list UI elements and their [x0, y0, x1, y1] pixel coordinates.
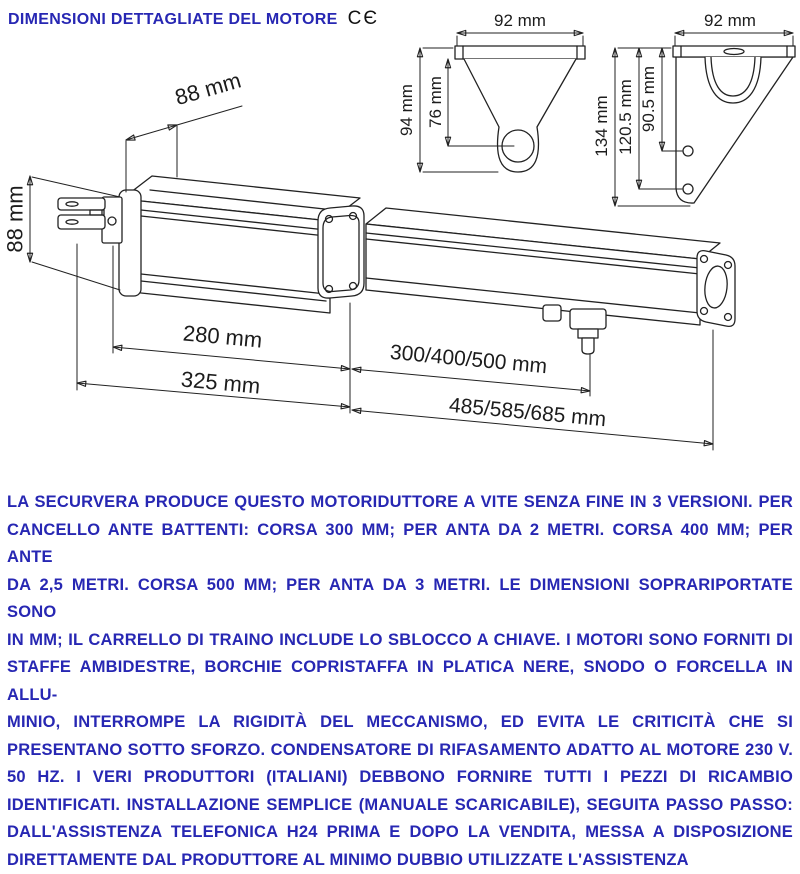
description-line: DALL'ASSISTENZA TELEFONICA H24 PRIMA E DOPO LA VENDITA, MESSA A DISPOSIZIONE	[7, 819, 793, 847]
description-line: IN MM; IL CARRELLO DI TRAINO INCLUDE LO SBLOCCO A CHIAVE. I MOTORI SONO FORNITI DI	[7, 627, 793, 655]
rear-bracket-height: 134 mm	[592, 95, 611, 156]
carriage-pin	[543, 305, 606, 354]
description-line: LA SECURVERA PRODUCE QUESTO MOTORIDUTTORE A VITE SENZA FINE IN 3 VERSIONI. PER	[7, 489, 793, 517]
description-line: STAFFE AMBIDESTRE, BORCHIE COPRISTAFFA IN PLATICA NERE, SNODO O FORCELLA IN ALLU-	[7, 654, 793, 709]
rear-bracket-hole-lower: 120.5 mm	[616, 79, 635, 155]
front-bracket-hole: 76 mm	[426, 76, 445, 128]
dim-motor-body: 280 mm	[182, 320, 263, 352]
description-line: 50 HZ. I VERI PRODUTTORI (ITALIANI) DEBBONO FORNIRE TUTTI I PEZZI DI RICAMBIO	[7, 764, 793, 792]
front-bracket-width: 92 mm	[494, 11, 546, 30]
description-line: DA 2,5 METRI. CORSA 500 MM; PER ANTA DA 3 METRI. LE DIMENSIONI SOPRARIPORTATE SONO	[7, 572, 793, 627]
dim-stroke: 300/400/500 mm	[389, 341, 548, 378]
fork-end	[58, 198, 105, 229]
rear-bracket-width: 92 mm	[704, 11, 756, 30]
end-cap	[697, 251, 735, 327]
actuator-body	[58, 176, 735, 354]
description-line: PRESENTANO SOTTO SFORZO. CONDENSATORE DI RIFASAMENTO ADATTO AL MOTORE 230 V.	[7, 737, 793, 765]
dim-motor-total: 325 mm	[180, 366, 261, 398]
dim-depth-top: 88 mm	[172, 68, 244, 111]
rear-bracket	[592, 11, 795, 206]
description-line: IDENTIFICATI. INSTALLAZIONE SEMPLICE (MANUALE SCARICABILE), SEGUITA PASSO PASSO:	[7, 792, 793, 820]
description-line: CANCELLO ANTE BATTENTI: CORSA 300 MM; PER ANTA DA 2 METRI. CORSA 400 MM; PER ANTE	[7, 517, 793, 572]
front-bracket-height: 94 mm	[397, 84, 416, 136]
ce-mark-icon: CЄ	[348, 8, 379, 30]
description-line: DIRETTAMENTE DAL PRODUTTORE AL MINIMO DUBBIO UTILIZZATE L'ASSISTENZA	[7, 847, 793, 874]
front-bracket	[397, 11, 585, 172]
rear-bracket-hole-upper: 90.5 mm	[639, 66, 658, 132]
description-paragraph	[7, 489, 793, 874]
title-text: DIMENSIONI DETTAGLIATE DEL MOTORE	[8, 11, 338, 29]
dim-overall: 485/585/685 mm	[448, 394, 607, 431]
dim-height-left: 88 mm	[3, 185, 28, 252]
motor-flange	[318, 206, 364, 298]
description-line: MINIO, INTERROMPE LA RIGIDITÀ DEL MECCANISMO, ED EVITA LE CRITICITÀ CHE SI	[7, 709, 793, 737]
